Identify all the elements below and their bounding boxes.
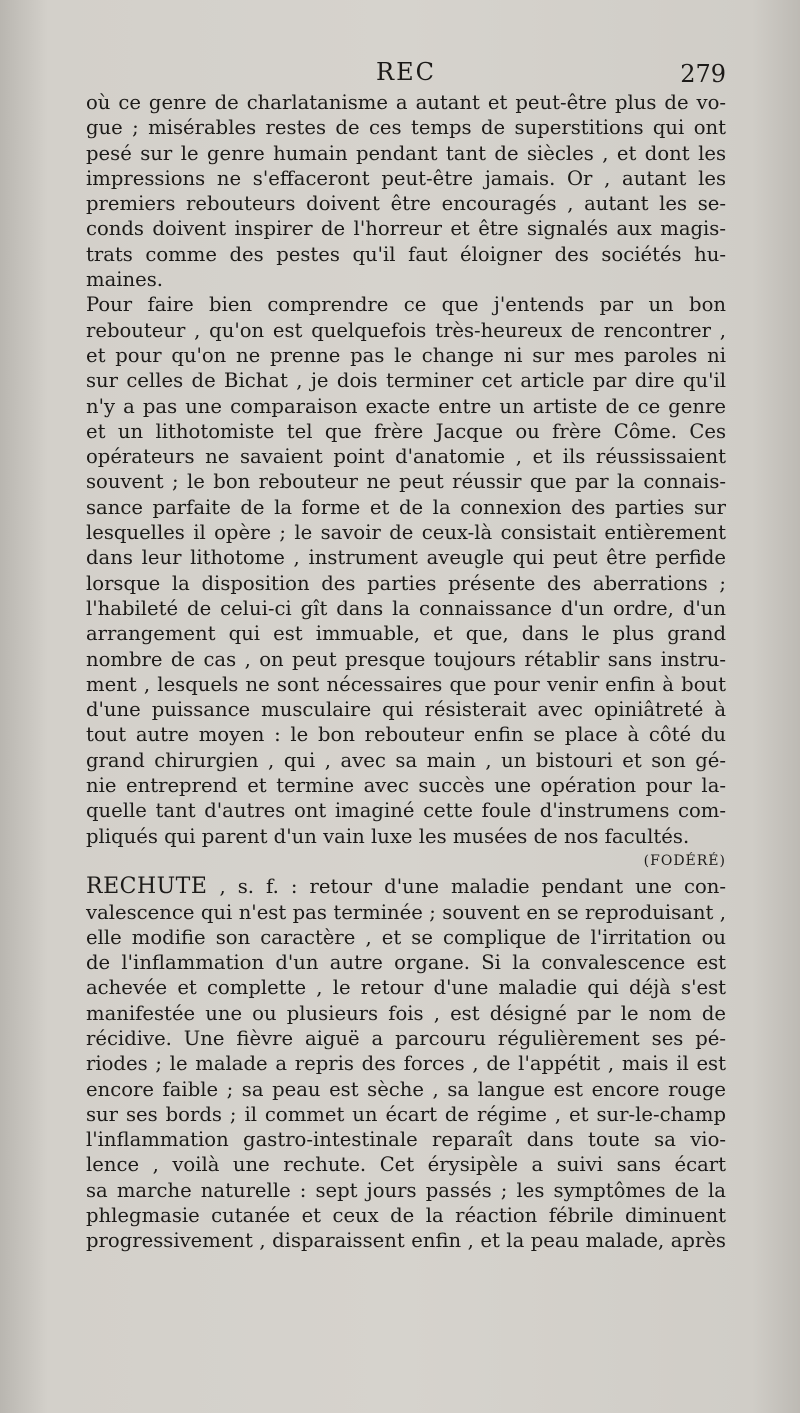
text-line: elle modifie son caractère , et se complique de l'irritation ou — [86, 925, 726, 949]
text-line: phlegmasie cutanée et ceux de la réaction fébrile diminuent — [86, 1204, 726, 1228]
text-line: manifestée une ou plusieurs fois , est désigné par le nom de — [86, 1001, 726, 1025]
entry-definition-start: , s. f. : retour d'une maladie pendant une con- — [219, 875, 727, 899]
text-line: grand chirurgien , qui , avec sa main , un bistouri et son gé- — [86, 748, 726, 772]
text-line: achevée et complette , le retour d'une maladie qui déjà s'est — [86, 976, 726, 1000]
paragraph-2 — [86, 292, 726, 874]
text-line: récidive. Une fièvre aiguë a parcouru régulièrement ses pé- — [86, 1026, 726, 1050]
text-line: sur ses bords ; il commet un écart de régime , et sur-le-champ — [86, 1102, 726, 1126]
text-line: ment , lesquels ne sont nécessaires que pour venir enfin à bout — [86, 672, 726, 696]
text-line: où ce genre de charlatanisme a autant et peut-être plus de vo- — [86, 91, 726, 114]
running-head: REC — [376, 58, 436, 86]
text-line: l'habileté de celui-ci gît dans la connaissance d'un ordre, d'un — [86, 596, 726, 620]
text-line: l'inflammation gastro-intestinale reparaît dans toute sa vio- — [86, 1128, 726, 1152]
text-line: Pour faire bien comprendre ce que j'entends par un bon — [86, 293, 726, 317]
text-line: conds doivent inspirer de l'horreur et être signalés aux magis- — [86, 217, 726, 241]
text-line: n'y a pas une comparaison exacte entre un artiste de ce genre — [86, 394, 726, 418]
text-line: lence , voilà une rechute. Cet érysipèle a suivi sans écart — [86, 1153, 726, 1177]
text-line: arrangement qui est immuable, et que, dans le plus grand — [86, 622, 726, 646]
text-line: impressions ne s'effaceront peut-être jamais. Or , autant les — [86, 166, 726, 190]
text-line: tout autre moyen : le bon rebouteur enfin se place à côté du — [86, 723, 726, 747]
page-header — [86, 58, 726, 92]
text-line: maines. — [86, 268, 164, 292]
text-line: nie entreprend et termine avec succès une opération pour la- — [86, 774, 726, 798]
author-signature: (FODÉRÉ) — [643, 852, 726, 869]
text-line: pesé sur le genre humain pendant tant de siècles , et dont les — [86, 141, 726, 165]
text-line: de l'inflammation d'un autre organe. Si la convalescence est — [86, 951, 726, 975]
body-text — [86, 90, 726, 1254]
text-line: dans leur lithotome , instrument aveugle qui peut être perfide — [86, 546, 726, 570]
text-line: et pour qu'on ne prenne pas le change ni sur mes paroles ni — [86, 343, 726, 367]
text-line: sance parfaite de la forme et de la connexion des parties sur — [86, 495, 726, 519]
text-line: et un lithotomiste tel que frère Jacque ou frère Côme. Ces — [86, 419, 726, 443]
text-line: gue ; misérables restes de ces temps de superstitions qui ont — [86, 116, 726, 140]
text-line: valescence qui n'est pas terminée ; souvent en se reproduisant , — [86, 900, 726, 924]
text-line: encore faible ; sa peau est sèche , sa langue est encore rouge — [86, 1077, 726, 1101]
text-line: progressivement , disparaissent enfin , et la peau malade, après — [86, 1229, 726, 1253]
entry-first-line — [86, 874, 726, 899]
text-line: premiers rebouteurs doivent être encouragés , autant les se- — [86, 192, 726, 216]
text-line: d'une puissance musculaire qui résisterait avec opiniâtreté à — [86, 698, 726, 722]
entry-headword: RECHUTE — [86, 874, 208, 900]
text-line: riodes ; le malade a repris des forces , de l'appétit , mais il est — [86, 1052, 726, 1076]
text-line: rebouteur , qu'on est quelquefois très-heureux de rencontrer , — [86, 318, 726, 342]
text-line: pliqués qui parent d'un vain luxe les musées de nos facultés. — [86, 824, 690, 848]
text-line: souvent ; le bon rebouteur ne peut réussir que par la connais- — [86, 470, 726, 494]
text-line: sur celles de Bichat , je dois terminer cet article par dire qu'il — [86, 369, 726, 393]
entry-rechute — [86, 874, 726, 1253]
text-line: trats comme des pestes qu'il faut éloigner des sociétés hu- — [86, 242, 726, 266]
page-number: 279 — [680, 60, 726, 88]
text-line: quelle tant d'autres ont imaginé cette foule d'instrumens com- — [86, 799, 726, 823]
text-line: sa marche naturelle : sept jours passés ; les symptômes de la — [86, 1178, 726, 1202]
paragraph-1 — [86, 90, 726, 292]
text-line: nombre de cas , on peut presque toujours rétablir sans instru- — [86, 647, 726, 671]
text-line: opérateurs ne savaient point d'anatomie , et ils réussissaient — [86, 445, 726, 469]
text-line: lorsque la disposition des parties présente des aberrations ; — [86, 571, 726, 595]
text-line: lesquelles il opère ; le savoir de ceux-là consistait entièrement — [86, 521, 726, 545]
